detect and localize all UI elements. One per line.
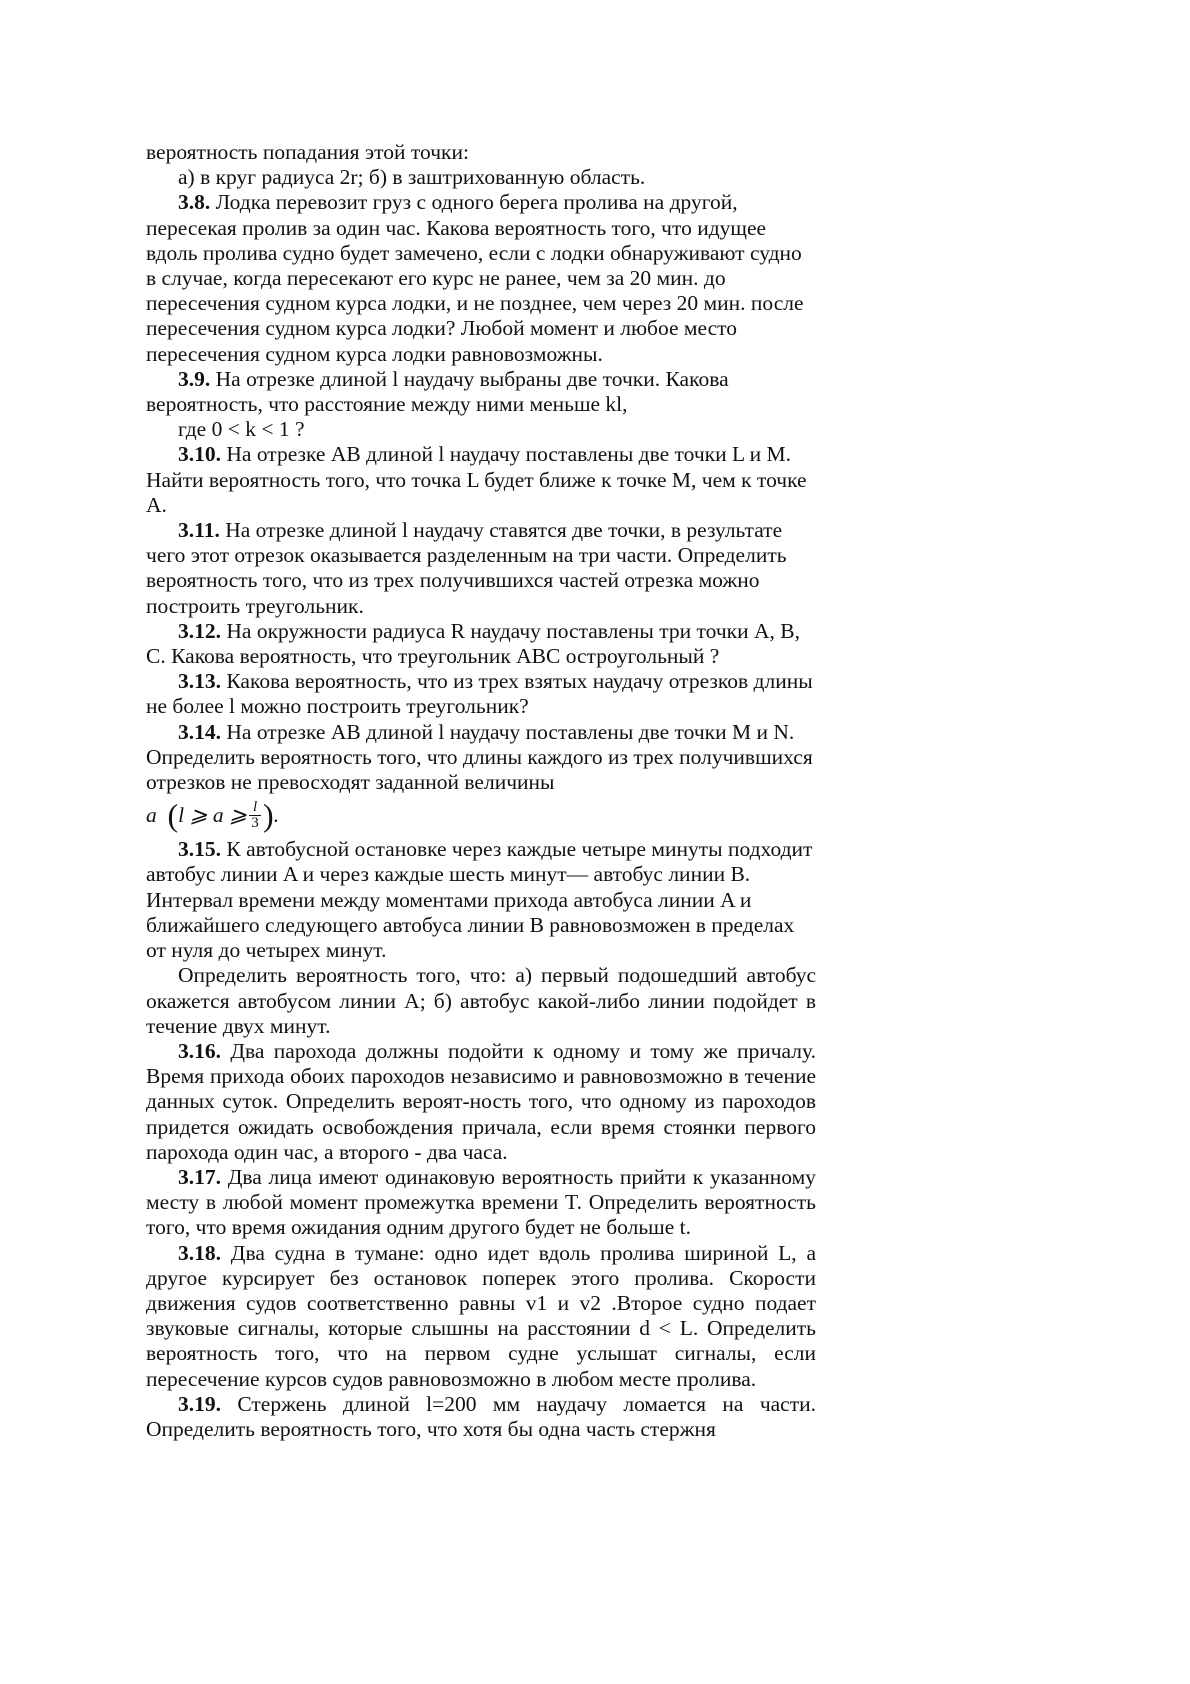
paragraph: а) в круг радиуса 2r; б) в заштрихованную область.: [178, 165, 646, 190]
paragraph: вероятность попадания этой точки:: [146, 140, 469, 164]
paragraph: где 0 < k < 1 ?: [178, 417, 305, 442]
problem-3-16: 3.16. Два парохода должны подойти к одному и тому же причалу. Время прихода обоих пароходов независимо и равновозможно в течение данных суток. Определить вероят-ность того, что одному из пароходов придется ожидать освобождения причала, если время стоянки первого парохода один час, а второго - два часа.: [146, 1038, 816, 1164]
page-text: [146, 140, 816, 1442]
problem-3-12: 3.12. На окружности радиуса R наудачу поставлены три точки A, B, C. Какова вероятность, что треугольник ABC остроугольный ?: [146, 618, 800, 669]
problem-3-19: 3.19. Стержень длиной l=200 мм наудачу ломается на части. Определить вероятность того, что хотя бы одна часть стержня: [146, 1391, 816, 1441]
problem-3-11: 3.11. На отрезке длиной l наудачу ставятся две точки, в результате чего этот отрезок оказывается разделенным на три части. Определить вероятность того, что из трех получившихся частей отрезка можно построить треугольник.: [146, 518, 787, 618]
problem-3-14: 3.14. На отрезке AB длиной l наудачу поставлены две точки M и N. Определить вероятность того, что длины каждого из трех получившихся отрезков не превосходят заданной величины: [146, 719, 813, 795]
problem-3-10: 3.10. На отрезке AB длиной l наудачу поставлены две точки L и M. Найти вероятность того, что точка L будет ближе к точке M, чем к точке A.: [146, 442, 807, 517]
problem-3-13: 3.13. Какова вероятность, что из трех взятых наудачу отрезков длины не более l можно построить треугольник?: [146, 669, 813, 719]
problem-3-17: 3.17. Два лица имеют одинаковую вероятность прийти к указанному месту в любой момент промежутка времени T. Определить вероятность того, что время ожидания одним другого будет не больше t.: [146, 1164, 816, 1240]
problem-3-18: 3.18. Два судна в тумане: одно идет вдоль пролива шириной L, а другое курсирует без остановок поперек этого пролива. Скорости движения судов соответственно равны v1 и v2 .Второе судно подает звуковые сигналы, которые слышны на расстоянии d < L. Определить вероятность того, что на первом судне услышат сигналы, если пересечение курсов судов равновозможно в любом месте пролива.: [146, 1240, 816, 1391]
paragraph: Определить вероятность того, что: а) первый подошедший автобус окажется автобусом линии A; б) автобус какой-либо линии подойдет в течение двух минут.: [146, 963, 816, 1038]
problem-3-8: 3.8. Лодка перевозит груз с одного берега пролива на другой, пересекая пролив за один час. Какова вероятность того, что идущее вдоль пролива судно будет замечено, если с лодки обнаруживают судно в случае, когда пересекают его курс не ранее, чем за 20 мин. до пересечения судном курса лодки, и не позднее, чем через 20 мин. после пересечения судном курса лодки? Любой момент и любое место пересечения судном курса лодки равновозможны.: [146, 190, 804, 366]
problem-3-9: 3.9. На отрезке длиной l наудачу выбраны две точки. Какова вероятность, что расстояние между ними меньше kl,: [146, 366, 729, 417]
problem-3-15: 3.15. К автобусной остановке через каждые четыре минуты подходит автобус линии A и через каждые шесть минут— автобус линии B. Интервал времени между моментами прихода автобуса линии A и ближайшего следующего автобуса линии B равновозможен в пределах от нуля до четырех минут.: [146, 837, 813, 963]
fraction: $\frac{l}{3}$: [249, 800, 261, 831]
formula: a ( l ⩾ a ⩾ $\frac{l}{3}$ ) .: [146, 796, 280, 833]
